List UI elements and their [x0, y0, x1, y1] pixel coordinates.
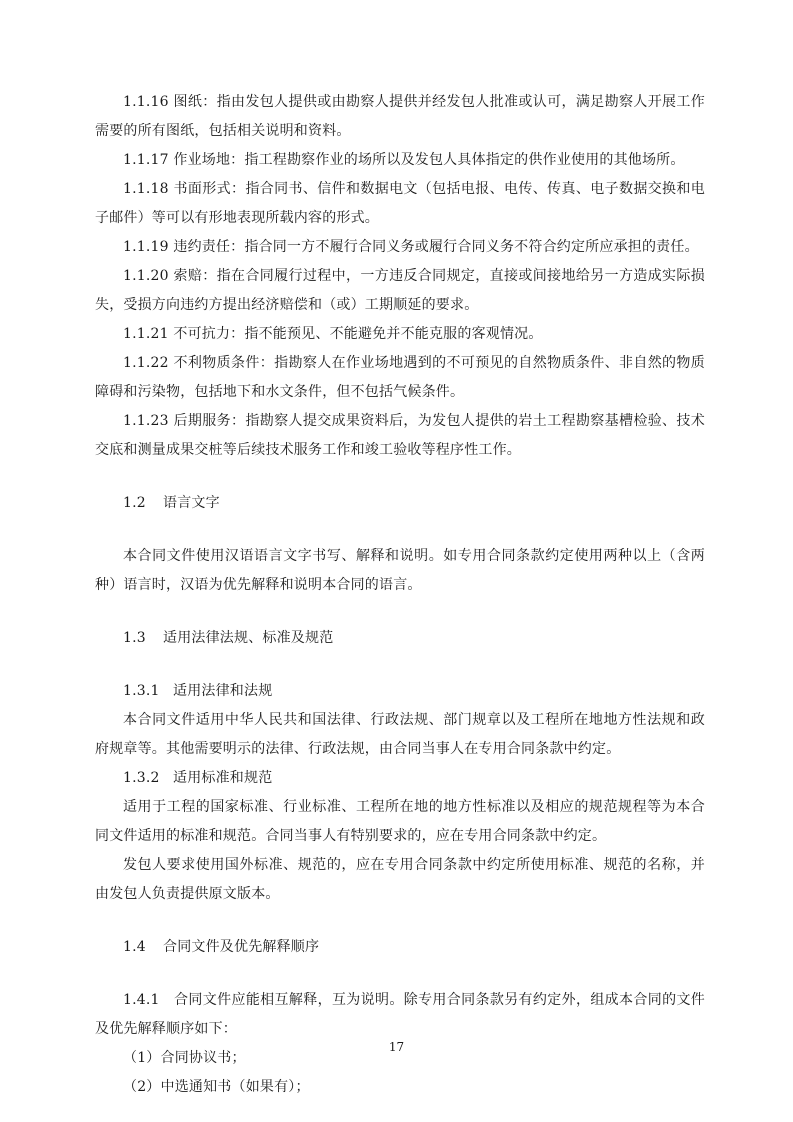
- definition-1-1-17: 1.1.17 作业场地：指工程勘察作业的场所以及发包人具体指定的供作业使用的其他场所。: [123, 152, 685, 168]
- subsection-number: 1.4.1: [123, 992, 160, 1008]
- section-number: 1.4: [123, 939, 146, 955]
- section-1-2-body: 本合同文件使用汉语语言文字书写、解释和说明。如专用合同条款约定使用两种以上（含两种）语言时，汉语为优先解释和说明本合同的语言。: [95, 548, 705, 593]
- section-heading-1-3: [95, 624, 705, 653]
- definition-1-1-19: 1.1.19 违约责任：指合同一方不履行合同义务或履行合同义务不符合约定所应承担的责任。: [123, 239, 699, 255]
- subsection-1-4-1: [95, 986, 705, 1044]
- subsection-1-3-2-body-2: 发包人要求使用国外标准、规范的，应在专用合同条款中约定所使用标准、规范的名称，并由发包人负责提供原文版本。: [95, 857, 705, 902]
- subsection-body: 合同文件应能相互解释，互为说明。除专用合同条款另有约定外，组成本合同的文件及优先解释顺序如下：: [95, 992, 705, 1037]
- subsection-1-3-2-body-1: 适用于工程的国家标准、行业标准、工程所在地的地方性标准以及相应的规范规程等为本合同文件适用的标准和规范。合同当事人有特别要求的，应在专用合同条款中约定。: [95, 799, 705, 844]
- section-title: 合同文件及优先解释顺序: [163, 939, 320, 955]
- subsection-heading-1-3-2: [95, 764, 705, 793]
- subsection-1-3-1-body: 本合同文件适用中华人民共和国法律、行政法规、部门规章以及工程所在地地方性法规和政府规章等。其他需要明示的法律、行政法规，由合同当事人在专用合同条款中约定。: [95, 712, 705, 757]
- definition-1-1-18: 1.1.18 书面形式：指合同书、信件和数据电文（包括电报、电传、传真、电子数据交换和电子邮件）等可以有形地表现所载内容的形式。: [95, 181, 705, 226]
- definition-1-1-20: 1.1.20 索赔：指在合同履行过程中，一方违反合同规定，直接或间接地给另一方造成实际损失，受损方向违约方提出经济赔偿和（或）工期顺延的要求。: [95, 268, 705, 313]
- subsection-title: 适用法律和法规: [173, 683, 273, 699]
- page-number: 17: [388, 1040, 405, 1054]
- definition-1-1-16: 1.1.16 图纸：指由发包人提供或由勘察人提供并经发包人批准或认可，满足勘察人开展工作需要的所有图纸，包括相关说明和资料。: [95, 94, 705, 139]
- definition-1-1-21: 1.1.21 不可抗力：指不能预见、不能避免并不能克服的客观情况。: [123, 326, 543, 342]
- section-number: 1.2: [123, 495, 146, 511]
- section-title: 语言文字: [163, 495, 220, 511]
- subsection-number: 1.3.1: [123, 683, 160, 699]
- definition-1-1-22: 1.1.22 不利物质条件：指勘察人在作业场地遇到的不可预见的自然物质条件、非自然的物质障碍和污染物，包括地下和水文条件，但不包括气候条件。: [95, 355, 705, 400]
- list-item: （1）合同协议书；: [123, 1050, 246, 1066]
- list-item: （2）中选通知书（如果有）；: [123, 1079, 310, 1095]
- section-heading-1-4: [95, 933, 705, 962]
- section-number: 1.3: [123, 630, 146, 646]
- subsection-title: 适用标准和规范: [173, 770, 273, 786]
- subsection-heading-1-3-1: [95, 677, 705, 706]
- section-heading-1-2: [95, 489, 705, 518]
- subsection-number: 1.3.2: [123, 770, 160, 786]
- definition-1-1-23: 1.1.23 后期服务：指勘察人提交成果资料后，为发包人提供的岩土工程勘察基槽检验、技术交底和测量成果交桩等后续技术服务工作和竣工验收等程序性工作。: [95, 413, 705, 458]
- page-content: [95, 88, 705, 1102]
- section-title: 适用法律法规、标准及规范: [163, 630, 334, 646]
